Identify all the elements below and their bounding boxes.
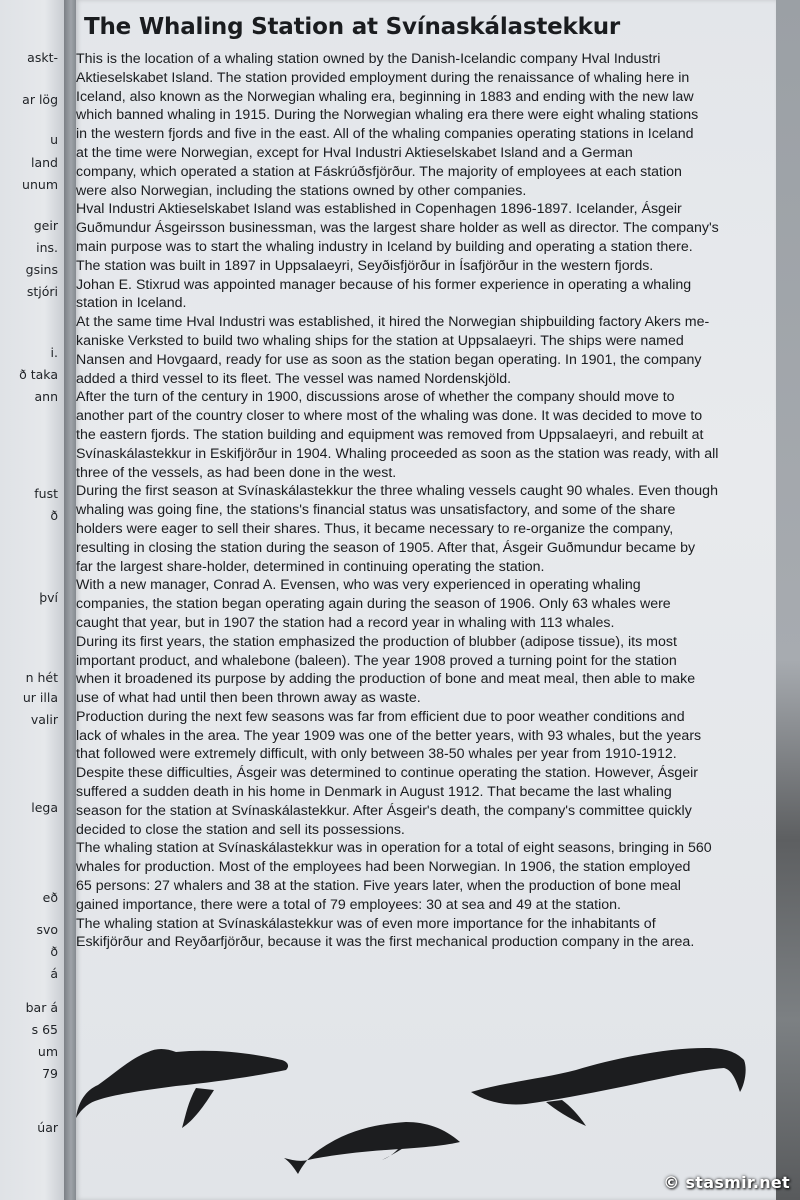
information-sign [76, 0, 776, 1200]
sign-text-line: added a third vessel to its fleet. The vessel was named Nordenskjöld. [76, 370, 512, 387]
sign-text-line: whaling was going fine, the stations's financial status was unsatisfactory, and some of the share [76, 502, 676, 519]
sign-text-line: when it broadened its purpose by adding the production of bone and meat meal, then able to make [76, 671, 696, 688]
sign-text-line: Nansen and Hovgaard, ready for use as soon as the station began operating. In 1901, the company [76, 351, 702, 368]
left-sign-text-fragment: unum [22, 177, 58, 192]
sign-text-line: company, which operated a station at Fáskrúðsfjörður. The majority of employees at each station [76, 163, 682, 180]
left-sign-text-fragment: á [50, 966, 58, 981]
sign-text-line: The station was built in 1897 in Uppsalaeyri, Seyðisfjörður in Ísafjörður in the western fjords. [76, 257, 654, 274]
left-sign-text-fragment: askt- [27, 50, 58, 65]
sign-text-line: lack of whales in the area. The year 1909 was one of the better years, with 93 whales, but the years [76, 727, 702, 744]
sign-text-line: Svínaskálastekkur in Eskifjörður in 1904. Whaling proceeded as soon as the station was ready, with all [76, 445, 719, 462]
sign-text-line: gained importance, there were a total of 79 employees: 30 at sea and 49 at the station. [76, 896, 621, 913]
left-sign-text-fragment: um [37, 1044, 58, 1059]
sign-text-line: were also Norwegian, including the stations owned by other companies. [76, 182, 527, 199]
left-sign-text-fragment: því [39, 590, 58, 605]
left-sign-text-fragment: svo [36, 922, 58, 937]
sign-text-line: Johan E. Stixrud was appointed manager because of his former experience in operating a whaling [76, 276, 692, 293]
sign-text-line: important product, and whalebone (baleen). The year 1908 proved a turning point for the station [76, 652, 677, 669]
adjacent-icelandic-sign [0, 0, 64, 1200]
left-sign-text-fragment: lega [31, 800, 58, 815]
minke-whale-icon [284, 1122, 460, 1174]
sign-text-line: Guðmundur Ásgeirsson businessman, was the largest share holder as well as director. The company's [76, 220, 719, 237]
sign-text-line: companies, the station began operating again during the season of 1906. Only 63 whales were [76, 596, 671, 613]
sign-text-line: holders were eager to sell their shares. Thus, it became necessary to re-organize the company, [76, 520, 674, 537]
left-sign-text-fragment: ur illa [22, 690, 58, 705]
sign-body-text [76, 50, 772, 952]
sign-text-line: The whaling station at Svínaskálastekkur was in operation for a total of eight seasons, bringing in 560 [76, 840, 712, 857]
left-sign-text-fragment: geir [33, 218, 58, 233]
sign-text-line: the eastern fjords. The station building and equipment was removed from Uppsalaeyri, and rebuilt at [76, 426, 704, 443]
sign-text-line: During the first season at Svínaskálastekkur the three whaling vessels caught 90 whales. Even though [76, 483, 718, 500]
left-sign-text-fragment: ann [34, 389, 58, 404]
sign-title: The Whaling Station at Svínaskálastekkur [84, 14, 621, 40]
sign-text-line: three of the vessels, as had been done in the west. [76, 464, 397, 481]
sign-text-line: With a new manager, Conrad A. Evensen, who was very experienced in operating whaling [76, 577, 641, 594]
sign-text-line: station in Iceland. [76, 295, 187, 312]
sign-text-line: The whaling station at Svínaskálastekkur was of even more importance for the inhabitants of [76, 915, 656, 932]
sign-text-line: in the western fjords and five in the east. All of the whaling companies operating stations in Iceland [76, 126, 694, 143]
sign-text-line: Aktieselskabet Island. The station provided employment during the renaissance of whaling here in [76, 69, 690, 86]
sign-text-line: During its first years, the station emphasized the production of blubber (adipose tissue), its most [76, 633, 677, 650]
left-sign-text-fragment: gsins [25, 262, 58, 277]
humpback-whale-icon [76, 1049, 288, 1128]
sign-text-line: whales for production. Most of the employees had been Norwegian. In 1906, the station employed [76, 859, 691, 876]
sign-text-line: which banned whaling in 1915. During the Norwegian whaling era there were eight whaling stations [76, 107, 699, 124]
sign-text-line: 65 persons: 27 whalers and 38 at the station. Five years later, when the production of bone meal [76, 878, 681, 895]
sign-text-line: Eskifjörður and Reyðarfjörður, because it was the first mechanical production company in the area. [76, 934, 695, 951]
left-sign-text-fragment: n hét [25, 670, 58, 685]
left-sign-text-fragment: stjóri [26, 284, 58, 299]
left-sign-text-fragment: u [50, 132, 58, 147]
sign-text-line: far the largest share-holder, determined in continuing operating the station. [76, 558, 545, 575]
left-sign-text-fragment: ins. [36, 240, 58, 255]
left-sign-text-fragment: 79 [42, 1066, 58, 1081]
left-sign-text-fragment: úar [37, 1120, 58, 1135]
sign-text-line: that followed were extremely difficult, with only between 38-50 whales per year from 1910-1912. [76, 746, 677, 763]
sign-text-line: suffered a sudden death in his home in Denmark in August 1912. That became the last whaling [76, 784, 672, 801]
sign-text-line: decided to close the station and sell its possessions. [76, 821, 405, 838]
left-sign-text-fragment: ð [50, 944, 58, 959]
left-sign-text-fragment: valir [30, 712, 58, 727]
sign-text-line: At the same time Hval Industri was established, it hired the Norwegian shipbuilding factory Akers me- [76, 314, 710, 331]
left-sign-text-fragment: eð [42, 890, 58, 905]
sign-text-line: Hval Industri Aktieselskabet Island was established in Copenhagen 1896-1897. Icelander, Ásgeir [76, 201, 682, 218]
watermark: © stasmir.net [663, 1173, 790, 1192]
sign-text-line: season for the station at Svínaskálastekkur. After Ásgeir's death, the company's committee quickly [76, 802, 692, 819]
sign-text-line: Iceland, also known as the Norwegian whaling era, beginning in 1883 and ending with the new law [76, 88, 694, 105]
sign-text-line: use of what had until then been thrown away as waste. [76, 690, 421, 707]
left-sign-text-fragment: ð [50, 508, 58, 523]
left-sign-text-fragment: ð taka [19, 367, 58, 382]
background-landscape [776, 0, 800, 1200]
left-sign-text-fragment: i. [50, 345, 58, 360]
sign-text-line: caught that year, but in 1907 the station had a record year in whaling with 113 whales. [76, 614, 615, 631]
sign-text-line: This is the location of a whaling station owned by the Danish-Icelandic company Hval Industri [76, 51, 661, 67]
left-sign-text-fragment: bar á [25, 1000, 58, 1015]
sign-text-line: resulting in closing the station during the season of 1905. After that, Ásgeir Guðmundur became by [76, 539, 696, 556]
left-sign-text-fragment: s 65 [31, 1022, 58, 1037]
blue-whale-icon [471, 1048, 746, 1126]
sign-text-line: another part of the country closer to where most of the whaling was done. It was decided to move to [76, 408, 703, 425]
sign-text-line: kaniske Verksted to build two whaling ships for the station at Uppsalaeyri. The ships were named [76, 332, 684, 349]
sign-text-line: main purpose was to start the whaling industry in Iceland by building and operating a station there. [76, 238, 693, 255]
sign-text-line: at the time were Norwegian, except for Hval Industri Aktieselskabet Island and a German [76, 144, 633, 161]
left-sign-text-fragment: fust [34, 486, 58, 501]
sign-text-line: After the turn of the century in 1900, discussions arose of whether the company should move to [76, 389, 675, 406]
sign-text-line: Despite these difficulties, Ásgeir was determined to continue operating the station. However, Ásgeir [76, 765, 698, 782]
left-sign-text-fragment: ar lög [22, 92, 58, 107]
sign-text-line: Production during the next few seasons was far from efficient due to poor weather conditions and [76, 708, 685, 725]
left-sign-text-fragment: land [31, 155, 58, 170]
